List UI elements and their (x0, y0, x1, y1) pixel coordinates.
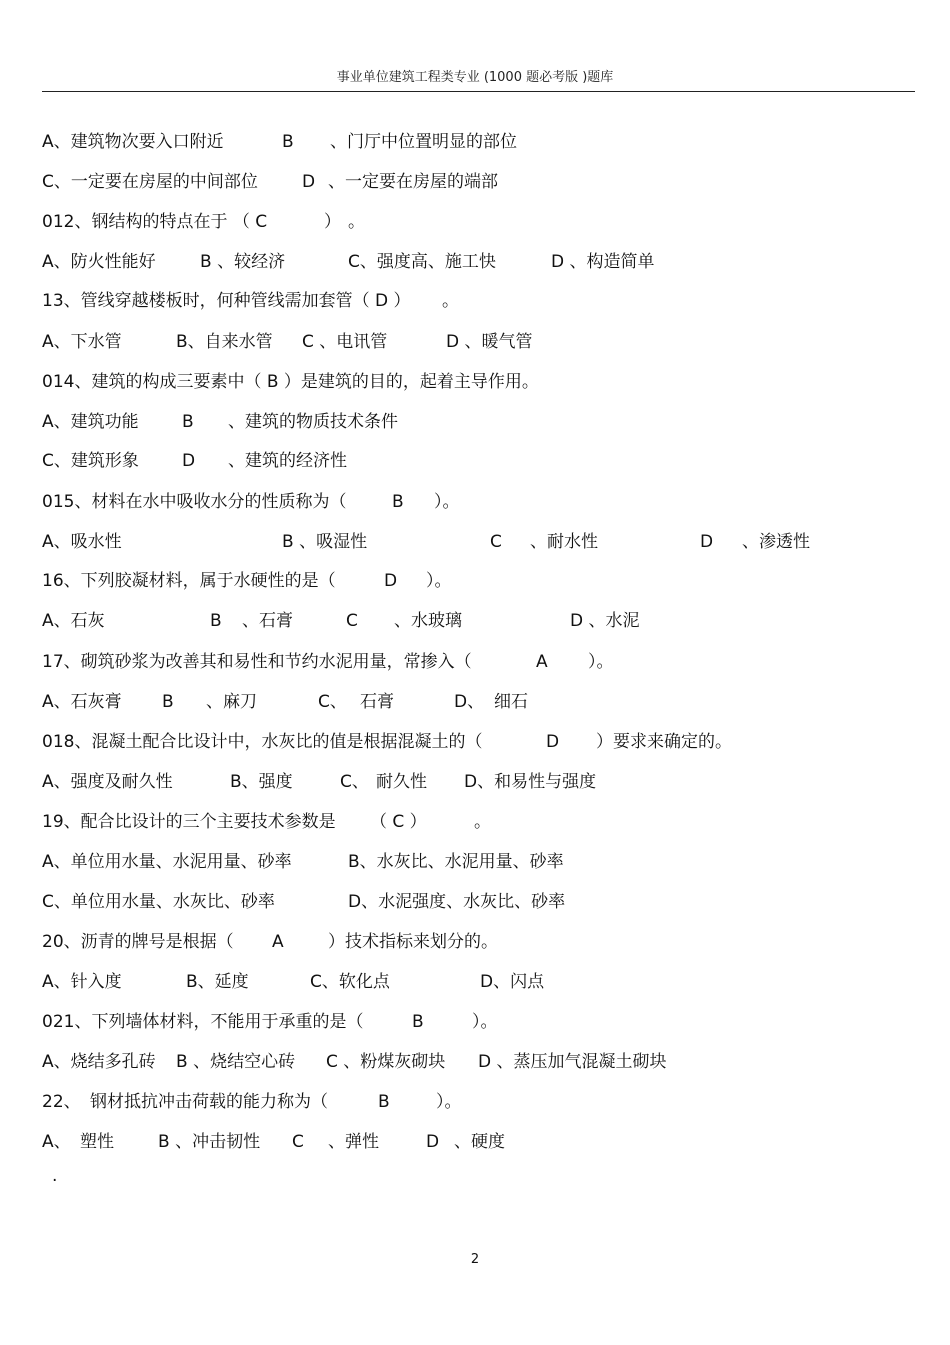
question-text: B (412, 1012, 424, 1032)
option-text: B (282, 132, 294, 152)
option-text: A、建筑功能 (42, 412, 139, 432)
option-text: C、 (340, 772, 369, 792)
option-text: 、门厅中位置明显的部位 (330, 132, 517, 152)
question-text: A (536, 652, 548, 672)
question-text: ） (324, 212, 341, 232)
option-text: 、耐水性 (530, 532, 598, 552)
trailing-mark: . (52, 1166, 58, 1186)
question-text: 。 (474, 812, 491, 832)
option-text: C、一定要在房屋的中间部位 (42, 172, 258, 192)
question-text: 014、建筑的构成三要素中（ B ）是建筑的目的，起着主导作用。 (42, 372, 539, 392)
question-text: ）要求来确定的。 (596, 732, 732, 752)
question-text: A (272, 932, 284, 952)
option-text: C、单位用水量、水灰比、砂率 (42, 892, 275, 912)
option-text: A、吸水性 (42, 532, 122, 552)
option-text: C (292, 1132, 304, 1152)
option-text: 、水玻璃 (394, 611, 462, 631)
option-text: C (490, 532, 502, 552)
option-text: 、渗透性 (742, 532, 810, 552)
option-text: C 、粉煤灰砌块 (326, 1052, 446, 1072)
question-text: 。 (348, 212, 365, 232)
option-text: A、 (42, 1132, 71, 1152)
option-text: D 、构造简单 (551, 252, 655, 272)
option-text: C、软化点 (310, 972, 390, 992)
option-text: C、 (318, 692, 347, 712)
option-text: B (182, 412, 194, 432)
option-text: 、建筑的经济性 (228, 451, 347, 471)
option-text: 、弹性 (328, 1132, 379, 1152)
option-text: 、硬度 (454, 1132, 505, 1152)
option-text: 、石膏 (242, 611, 293, 631)
option-text: 、一定要在房屋的端部 (328, 172, 498, 192)
option-text: A、建筑物次要入口附近 (42, 132, 224, 152)
question-text: D (384, 571, 398, 591)
option-text: B、强度 (230, 772, 293, 792)
question-text: D (546, 732, 560, 752)
option-text: D (182, 451, 196, 471)
option-text: D (700, 532, 714, 552)
option-text: B 、冲击韧性 (158, 1132, 261, 1152)
option-text: A、下水管 (42, 332, 122, 352)
option-text: C、建筑形象 (42, 451, 139, 471)
option-text: C 、电讯管 (302, 332, 388, 352)
option-text: D 、水泥 (570, 611, 640, 631)
question-text: 。 (442, 291, 459, 311)
option-text: B (162, 692, 174, 712)
question-text: B (392, 492, 404, 512)
question-text: 22、 (42, 1092, 81, 1112)
option-text: B 、烧结空心砖 (176, 1052, 296, 1072)
question-text: （ C ） (370, 812, 427, 832)
option-text: 、建筑的物质技术条件 (228, 412, 398, 432)
question-text: ）。 (588, 652, 614, 672)
option-text: B 、吸湿性 (282, 532, 368, 552)
option-text: D 、蒸压加气混凝土砌块 (478, 1052, 667, 1072)
option-text: A、强度及耐久性 (42, 772, 173, 792)
option-text: D、闪点 (480, 972, 545, 992)
option-text: C、强度高、施工快 (348, 252, 496, 272)
question-text: 钢材抵抗冲击荷载的能力称为（ (90, 1092, 328, 1112)
option-text: D、水泥强度、水灰比、砂率 (348, 892, 566, 912)
question-text: 015、材料在水中吸收水分的性质称为（ (42, 492, 347, 512)
question-text: 17、砌筑砂浆为改善其和易性和节约水泥用量，常掺入（ (42, 652, 472, 672)
question-text: 018、混凝土配合比设计中，水灰比的值是根据混凝土的（ (42, 732, 483, 752)
question-text: 012、钢结构的特点在于 （ C (42, 212, 268, 232)
question-text: ）。 (426, 571, 452, 591)
option-text: D、 (454, 692, 485, 712)
option-text: 耐久性 (376, 772, 427, 792)
option-text: D (426, 1132, 440, 1152)
option-text: A、防火性能好 (42, 252, 156, 272)
option-text: D 、暖气管 (446, 332, 533, 352)
option-text: 、麻刀 (206, 692, 257, 712)
option-text: D (302, 172, 316, 192)
question-text: ）。 (434, 492, 460, 512)
page-number: 2 (470, 1252, 480, 1267)
option-text: B、自来水管 (176, 332, 273, 352)
question-text: B (378, 1092, 390, 1112)
option-text: B (210, 611, 222, 631)
option-text: 石膏 (360, 692, 394, 712)
option-text: B、延度 (186, 972, 249, 992)
option-text: A、烧结多孔砖 (42, 1052, 156, 1072)
page-header: 事业单位建筑工程类专业 (1000 题必考版 )题库 (336, 70, 614, 85)
option-text: B 、较经济 (200, 252, 286, 272)
option-text: 塑性 (80, 1132, 114, 1152)
option-text: A、单位用水量、水泥用量、砂率 (42, 852, 292, 872)
header-rule (42, 91, 915, 92)
question-text: ）。 (436, 1092, 462, 1112)
option-text: A、石灰膏 (42, 692, 122, 712)
option-text: D、和易性与强度 (464, 772, 597, 792)
option-text: A、针入度 (42, 972, 122, 992)
question-text: 19、配合比设计的三个主要技术参数是 (42, 812, 336, 832)
option-text: 细石 (494, 692, 528, 712)
question-text: ）。 (472, 1012, 498, 1032)
question-text: 021、下列墙体材料，不能用于承重的是（ (42, 1012, 364, 1032)
option-text: B、水灰比、水泥用量、砂率 (348, 852, 564, 872)
question-text: 20、沥青的牌号是根据（ (42, 932, 234, 952)
question-text: 16、下列胶凝材料，属于水硬性的是（ (42, 571, 336, 591)
option-text: A、石灰 (42, 611, 105, 631)
question-text: ）技术指标来划分的。 (328, 932, 498, 952)
question-text: 13、管线穿越楼板时，何种管线需加套管（ D ） (42, 291, 411, 311)
option-text: C (346, 611, 358, 631)
